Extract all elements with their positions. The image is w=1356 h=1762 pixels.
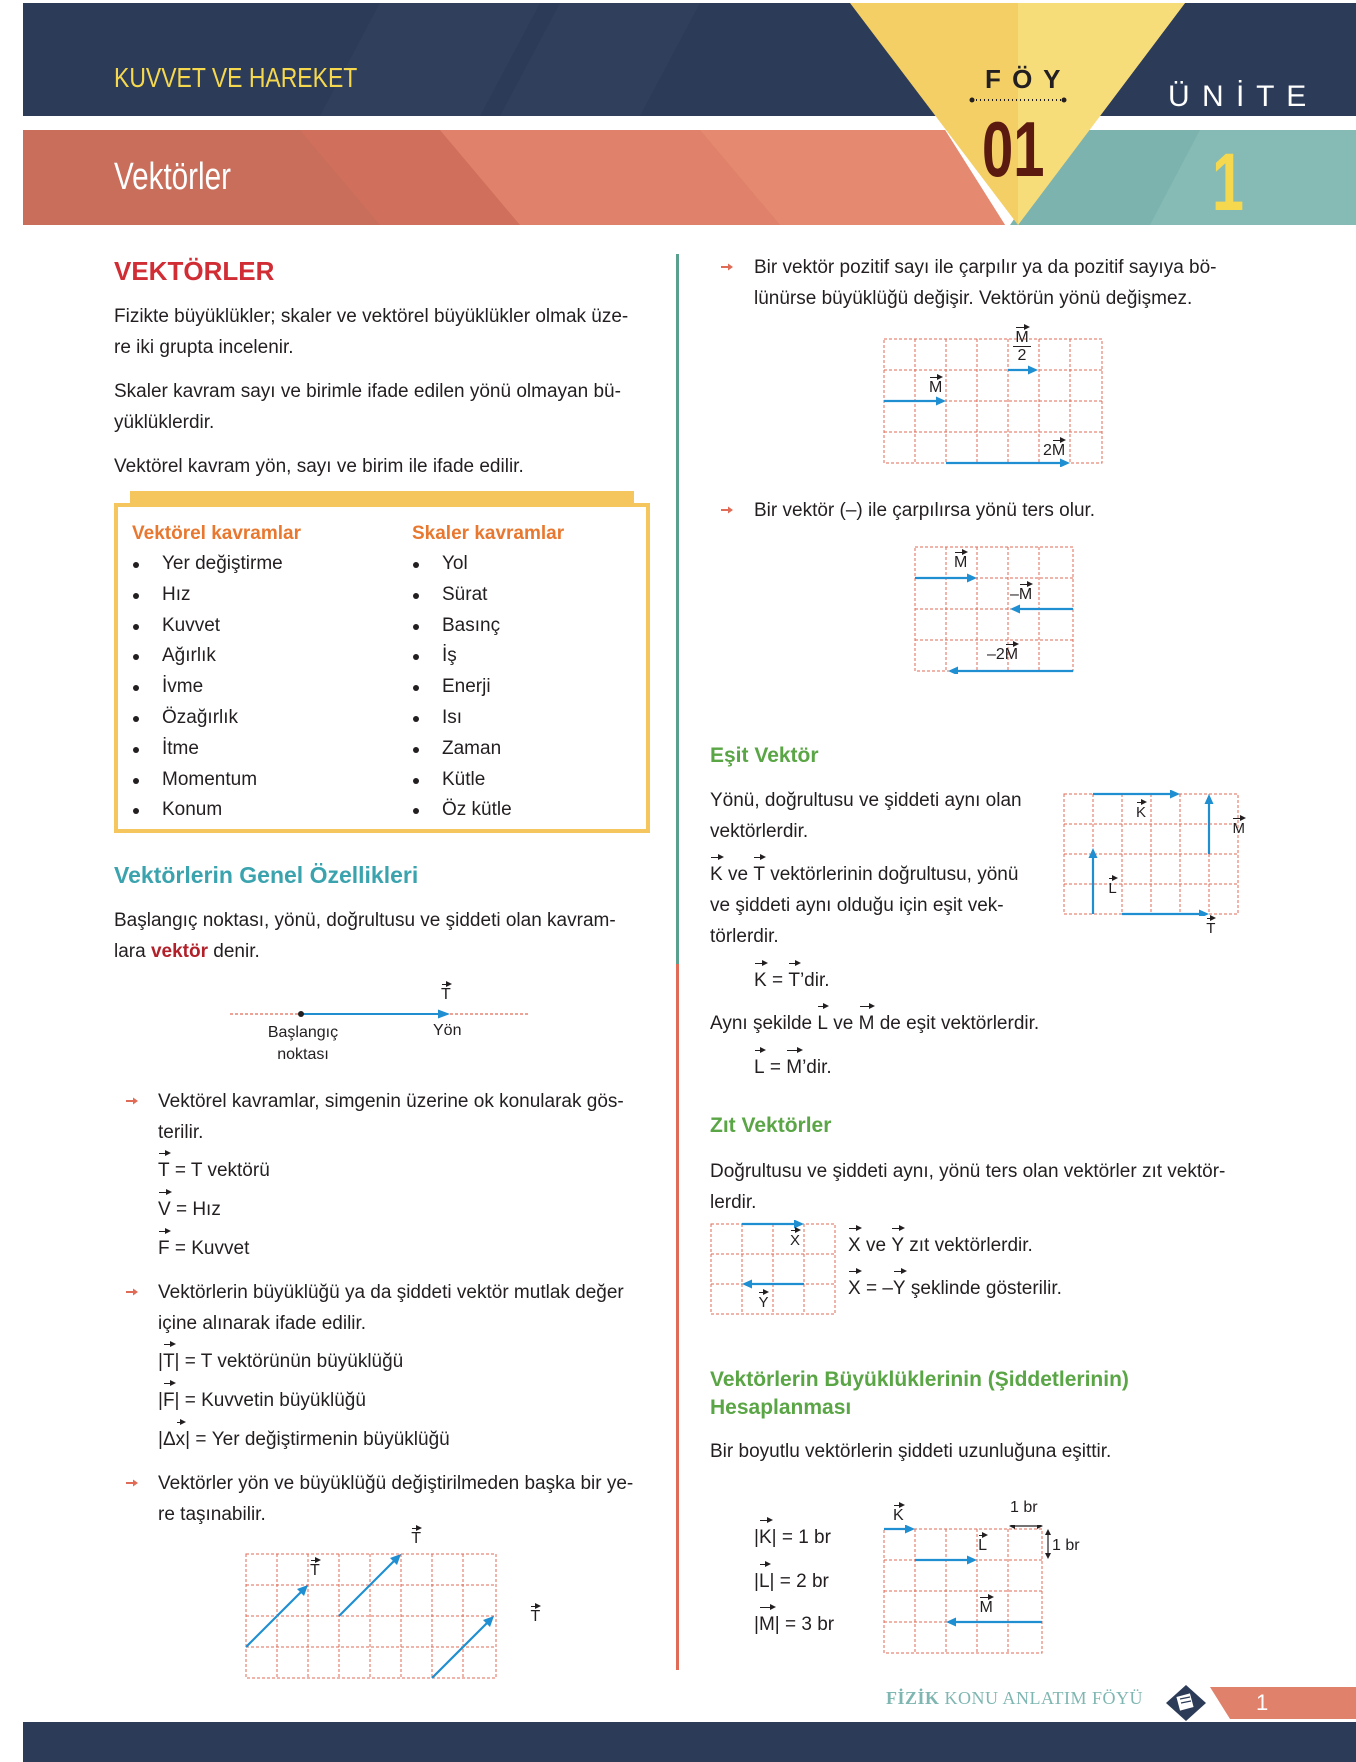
scalar-paragraph xyxy=(114,376,654,438)
list-item: Yer değiştirme xyxy=(114,549,384,580)
equal-vectors-figure xyxy=(1060,790,1245,940)
abs-text: = T vektörünün büyüklüğü xyxy=(179,1351,404,1372)
para-line xyxy=(710,859,1050,890)
def-text: = Hız xyxy=(170,1199,221,1220)
vector-paragraph: Vektörel kavram yön, sayı ve birim ile ifade edilir. xyxy=(114,456,524,477)
vec-symbol: F xyxy=(163,1385,175,1416)
main-title: VEKTÖRLER xyxy=(114,256,275,286)
brand-bold: FİZİK xyxy=(886,1688,940,1708)
concept-box xyxy=(114,491,650,844)
fig2-label-t2: T xyxy=(411,1530,422,1547)
delta-symbol: Δ xyxy=(162,1429,176,1450)
bullet-arrow-icon xyxy=(125,1476,139,1490)
unite-label: Ü N İ T E xyxy=(1168,80,1309,113)
fig2-label-t3: T xyxy=(530,1608,541,1625)
footer-brand xyxy=(886,1688,1143,1709)
def-v xyxy=(158,1194,221,1225)
translated-vectors-figure xyxy=(244,1524,541,1684)
list-item: Konum xyxy=(114,795,384,826)
brand-rest: KONU ANLATIM FÖYÜ xyxy=(939,1688,1144,1708)
list-item: Sürat xyxy=(394,580,644,611)
abs-text: = Yer değiştirmenin büyüklüğü xyxy=(190,1429,450,1450)
abs-f: |F| = Kuvvetin büyüklüğü xyxy=(158,1385,366,1416)
vec-symbol: T xyxy=(158,1155,170,1186)
start-label-line: noktası xyxy=(277,1046,329,1063)
title-line: Vektörlerin Büyüklüklerinin (Şiddetlerinin) xyxy=(710,1368,1129,1391)
unite-number: 1 xyxy=(1212,137,1244,228)
abs-t: |T| = T vektörünün büyüklüğü xyxy=(158,1346,403,1377)
list-item: İvme xyxy=(114,672,384,703)
column-divider xyxy=(675,254,681,1670)
magnitude-paragraph: Bir boyutlu vektörlerin şiddeti uzunluğuna eşittir. xyxy=(710,1441,1112,1462)
opposite-figure xyxy=(708,1220,838,1316)
vec-symbol: K xyxy=(710,859,723,890)
scalar-concepts-heading: Skaler kavramlar xyxy=(412,523,565,544)
scalar-multiply-paragraph xyxy=(754,252,1274,314)
fig3-m-half-num: M xyxy=(1015,329,1029,346)
text: = – xyxy=(860,1278,893,1299)
bullet-arrow-icon xyxy=(720,503,734,517)
bullet-line: Vektörel kavramlar, simgenin üzerine ok konularak gös- xyxy=(158,1091,624,1112)
fig7-k: K xyxy=(893,1507,904,1524)
coef: 2 xyxy=(1043,442,1052,459)
unit-label: KUVVET VE HAREKET xyxy=(114,62,358,93)
bullet-magnitude xyxy=(158,1277,658,1339)
start-label-line: Başlangıç xyxy=(267,1024,339,1041)
fig3-2m xyxy=(1043,442,1065,460)
bullet-line: Vektörlerin büyüklüğü ya da şiddeti vektör mutlak değer xyxy=(158,1282,624,1303)
neg: –2 xyxy=(987,646,1005,663)
fig2-label-t1: T xyxy=(310,1562,320,1579)
text: Aynı şekilde xyxy=(710,1013,818,1034)
vec-symbol: X xyxy=(848,1230,861,1261)
vector-concepts-heading: Vektörel kavramlar xyxy=(132,523,302,544)
list-item: Öz kütle xyxy=(394,795,644,826)
text: = xyxy=(766,970,789,991)
vec-symbol: M xyxy=(759,1609,775,1640)
vec-symbol: T xyxy=(163,1346,175,1377)
topic-title: Vektörler xyxy=(114,156,231,198)
vec-symbol: K xyxy=(754,965,767,996)
vec-symbol: F xyxy=(158,1233,170,1264)
text: ve xyxy=(860,1235,892,1256)
page-number: 1 xyxy=(1256,1690,1269,1715)
magnitude-figure xyxy=(880,1495,1100,1661)
vec-symbol: M xyxy=(1051,442,1066,459)
text: = 3 br xyxy=(779,1614,835,1635)
list-item: Ağırlık xyxy=(114,641,384,672)
fig3-m-half-den: 2 xyxy=(1017,347,1027,364)
vec-symbol: M xyxy=(1018,586,1033,603)
vec-symbol: M xyxy=(1004,646,1019,663)
opposite-grid xyxy=(708,1220,838,1316)
text: = xyxy=(764,1057,787,1078)
text: zıt vektörlerdir. xyxy=(904,1235,1033,1256)
def-text: = Kuvvet xyxy=(169,1238,250,1259)
text: ’dir. xyxy=(802,1057,832,1078)
vec-symbol: V xyxy=(158,1194,171,1225)
scalar-multiply-grid xyxy=(880,337,1106,467)
intro-line: re iki grupta incelenir. xyxy=(114,337,294,358)
general-paragraph xyxy=(114,905,654,967)
para-line: Doğrultusu ve şiddeti aynı, yönü ters olan vektörler zıt vektör- xyxy=(710,1161,1226,1182)
list-item: Basınç xyxy=(394,611,644,642)
opposite-statement-1 xyxy=(848,1230,1033,1261)
bullet-line: içine alınarak ifade edilir. xyxy=(158,1313,367,1334)
fig3-m-half xyxy=(1013,329,1031,364)
text: vektörlerinin doğrultusu, yönü xyxy=(764,864,1019,885)
mag-k: |K| = 1 br xyxy=(754,1522,831,1553)
equal-paragraph xyxy=(710,785,1050,847)
def-text: = T vektörü xyxy=(169,1160,270,1181)
fig7-unit-horizontal: 1 br xyxy=(1010,1499,1038,1516)
text: ’dir. xyxy=(799,970,830,991)
list-item: Enerji xyxy=(394,672,644,703)
vec-symbol: x xyxy=(176,1424,186,1455)
equal-vectors-grid xyxy=(1060,790,1240,916)
list-item: Yol xyxy=(394,549,644,580)
footer-book-icon xyxy=(1176,1690,1200,1714)
translated-vectors-grid xyxy=(244,1552,504,1682)
mag-l: |L| = 2 br xyxy=(754,1566,829,1597)
bullet-translate xyxy=(158,1468,658,1530)
bullet-arrow-icon xyxy=(125,1285,139,1299)
list-item: İtme xyxy=(114,734,384,765)
vec-symbol: T xyxy=(788,965,800,996)
magnitude-title xyxy=(710,1366,1129,1422)
foy-number: 01 xyxy=(982,105,1045,193)
list-item: Zaman xyxy=(394,734,644,765)
opposite-statement-2 xyxy=(848,1273,1062,1304)
fig4-neg2-m xyxy=(987,646,1018,664)
para-line: ve şiddeti aynı olduğu için eşit vek- xyxy=(710,895,1004,916)
fig6-y: Y xyxy=(758,1294,769,1311)
list-item: İş xyxy=(394,641,644,672)
scalar-line: yüklüklerdir. xyxy=(114,412,215,433)
bullet-line: Vektörler yön ve büyüklüğü değiştirilmeden başka bir ye- xyxy=(158,1473,634,1494)
text: şeklinde gösterilir. xyxy=(905,1278,1062,1299)
para-line: Yönü, doğrultusu ve şiddeti aynı olan xyxy=(710,790,1022,811)
para-line: törlerdir. xyxy=(710,926,779,947)
bullet-arrow-icon xyxy=(720,260,734,274)
vec-symbol: L xyxy=(817,1008,828,1039)
fig5-t: T xyxy=(1206,920,1216,937)
general-line: Başlangıç noktası, yönü, doğrultusu ve şiddeti olan kavram- xyxy=(114,910,616,931)
negative-paragraph: Bir vektör (–) ile çarpılırsa yönü ters olur. xyxy=(754,500,1096,521)
list-item: Özağırlık xyxy=(114,703,384,734)
text: = 2 br xyxy=(774,1571,829,1592)
fig1-direction-label: Yön xyxy=(433,1022,462,1039)
equal-vectors-title: Eşit Vektör xyxy=(710,744,819,767)
scalar-concepts-list xyxy=(394,549,644,826)
fig5-l: L xyxy=(1108,880,1117,897)
foy-label: F Ö Y xyxy=(985,64,1063,94)
mag-m: |M| = 3 br xyxy=(754,1609,834,1640)
bullet-line: terilir. xyxy=(158,1122,204,1143)
bullet-line: re taşınabilir. xyxy=(158,1504,266,1525)
vec-symbol: L xyxy=(754,1052,765,1083)
fig4-neg-m xyxy=(1010,586,1032,604)
scalar-line: Skaler kavram sayı ve birimle ifade edilen yönü olmayan bü- xyxy=(114,381,621,402)
para-line: lünürse büyüklüğü değişir. Vektörün yönü değişmez. xyxy=(754,288,1193,309)
text: de eşit vektörlerdir. xyxy=(874,1013,1040,1034)
vec-symbol: L xyxy=(759,1566,770,1597)
fig5-k: K xyxy=(1136,804,1147,821)
vector-anatomy-figure xyxy=(228,982,538,1068)
general-line xyxy=(114,936,654,967)
page-header xyxy=(0,0,1356,230)
fig6-x: X xyxy=(790,1232,801,1249)
bullet-notation xyxy=(158,1086,658,1148)
list-item: Isı xyxy=(394,703,644,734)
negative-vector-figure xyxy=(912,542,1078,676)
text: ve xyxy=(722,864,754,885)
fig7-unit-vertical: 1 br xyxy=(1052,1537,1080,1554)
fig1-start-label xyxy=(258,1022,348,1066)
fig1-vector-label: T xyxy=(441,986,451,1003)
fig5-m: M xyxy=(1232,820,1245,837)
footer-band xyxy=(23,1722,1356,1762)
vec-symbol: Y xyxy=(891,1230,904,1261)
intro-paragraph xyxy=(114,301,654,363)
equation-l-m xyxy=(754,1052,832,1083)
intro-line: Fizikte büyüklükler; skaler ve vektörel büyüklükler olmak üze- xyxy=(114,306,629,327)
vec-symbol: X xyxy=(848,1273,861,1304)
vec-symbol: Y xyxy=(893,1273,906,1304)
para-line: lerdir. xyxy=(710,1192,757,1213)
opposite-paragraph xyxy=(710,1156,1270,1218)
vector-concepts-list xyxy=(114,549,384,826)
vec-symbol: M xyxy=(859,1008,875,1039)
fig3-m: M xyxy=(929,379,943,396)
neg: – xyxy=(1010,586,1019,603)
def-f xyxy=(158,1233,249,1264)
equal-kt-paragraph xyxy=(710,859,1050,952)
para-line: vektörlerdir. xyxy=(710,821,809,842)
para-line: Bir vektör pozitif sayı ile çarpılır ya da pozitif sayıya bö- xyxy=(754,257,1217,278)
list-item: Hız xyxy=(114,580,384,611)
list-item: Kuvvet xyxy=(114,611,384,642)
title-line: Hesaplanması xyxy=(710,1396,852,1419)
keyword-vektor: vektör xyxy=(150,941,208,962)
text: ve xyxy=(827,1013,859,1034)
bullet-arrow-icon xyxy=(125,1094,139,1108)
text: denir. xyxy=(208,941,260,962)
vec-symbol: M xyxy=(786,1052,802,1083)
equation-k-t xyxy=(754,965,830,996)
text: lara xyxy=(114,941,151,962)
opposite-vectors-title: Zıt Vektörler xyxy=(710,1114,832,1137)
list-item: Momentum xyxy=(114,765,384,796)
def-t xyxy=(158,1155,270,1186)
scalar-multiply-figure xyxy=(880,325,1110,470)
vec-symbol: K xyxy=(759,1522,772,1553)
abs-text: = Kuvvetin büyüklüğü xyxy=(179,1390,366,1411)
fig7-l: L xyxy=(978,1537,988,1554)
list-item: Kütle xyxy=(394,765,644,796)
equal-lm-sentence xyxy=(710,1008,1039,1039)
text: = 1 br xyxy=(776,1527,831,1548)
general-properties-title: Vektörlerin Genel Özellikleri xyxy=(114,862,419,888)
abs-dx: |Δx| = Yer değiştirmenin büyüklüğü xyxy=(158,1424,450,1455)
fig7-m: M xyxy=(979,1599,993,1616)
vec-symbol: T xyxy=(753,859,765,890)
fig4-m: M xyxy=(954,554,968,571)
